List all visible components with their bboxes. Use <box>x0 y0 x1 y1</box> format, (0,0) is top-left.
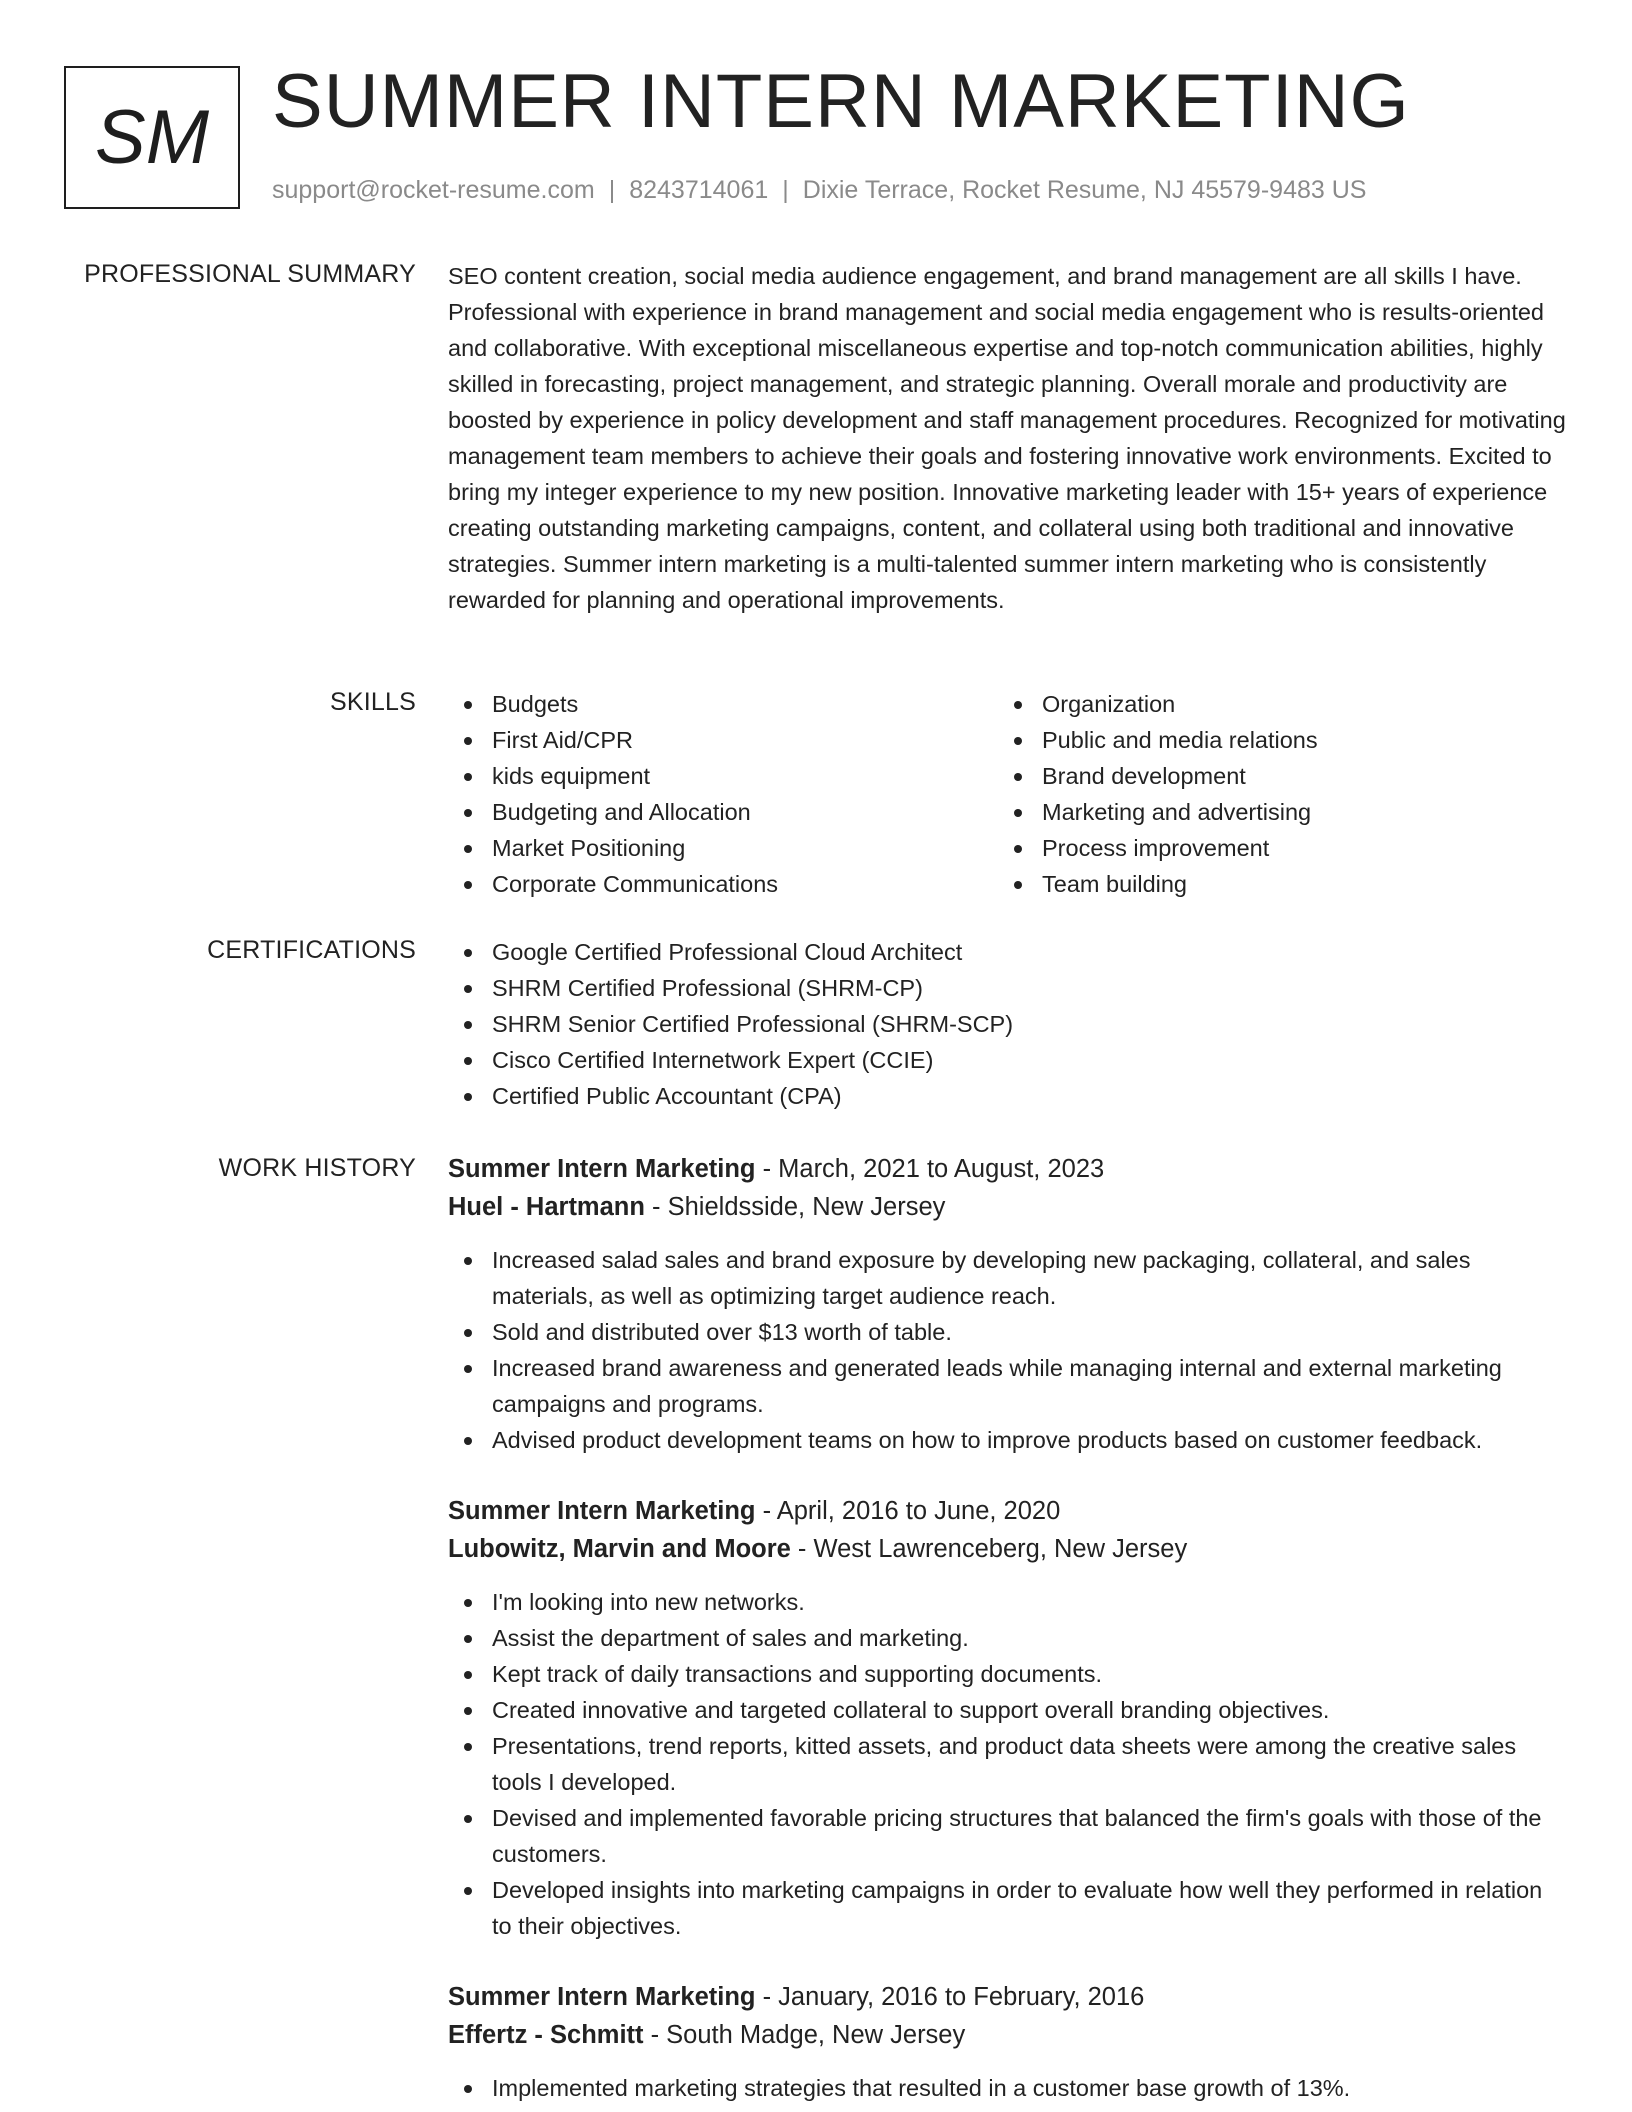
job-company-line <box>448 1188 1568 1226</box>
job-bullet: Presentations, trend reports, kitted assets, and product data sheets were among the creative sales tools I developed. <box>448 1728 1568 1800</box>
section-label-work-history: WORK HISTORY <box>218 1154 416 1182</box>
certification-item: Certified Public Accountant (CPA) <box>448 1078 1568 1114</box>
job-dates: - March, 2021 to August, 2023 <box>755 1155 1105 1183</box>
certification-item: SHRM Certified Professional (SHRM-CP) <box>448 970 1568 1006</box>
job-dates: - January, 2016 to February, 2016 <box>755 1983 1145 2011</box>
job-bullet: Sold and distributed over $13 worth of table. <box>448 1314 1568 1350</box>
job-entry <box>448 1978 1568 2106</box>
summary-text: SEO content creation, social media audience engagement, and brand management are all skills I have. Professional with experience in brand management and social media engagement who is results-oriented and collaborative. With exceptional miscellaneous expertise and top-notch communication abilities, highly skilled in forecasting, project management, and strategic planning. Overall morale and productivity are boosted by experience in policy development and staff management procedures. Recognized for motivating management team members to achieve their goals and fostering innovative work environments. Excited to bring my integer experience to my new position. Innovative marketing leader with 15+ years of experience creating outstanding marketing campaigns, content, and collateral using both traditional and innovative strategies. Summer intern marketing is a multi-talented summer intern marketing who is consistently rewarded for planning and operational improvements. <box>448 263 1566 613</box>
job-title: Summer Intern Marketing <box>448 1155 756 1183</box>
contact-separator: | <box>782 176 789 204</box>
skill-item: Budgets <box>448 686 998 722</box>
job-entry <box>448 1150 1568 1458</box>
contact-email[interactable]: support@rocket-resume.com <box>272 176 595 204</box>
job-bullet: I'm looking into new networks. <box>448 1584 1568 1620</box>
job-title-line <box>448 1492 1568 1530</box>
skills-columns <box>448 686 1568 902</box>
contact-separator: | <box>608 176 616 204</box>
job-bullet: Increased salad sales and brand exposure by developing new packaging, collateral, and sales materials, as well as optimizing target audience reach. <box>448 1242 1568 1314</box>
contact-line <box>272 176 1366 205</box>
skill-item: First Aid/CPR <box>448 722 998 758</box>
certifications-body <box>448 934 1568 1114</box>
skill-item: Process improvement <box>998 830 1548 866</box>
skill-item: Public and media relations <box>998 722 1548 758</box>
skills-list-right <box>998 686 1548 902</box>
section-label-certifications: CERTIFICATIONS <box>207 936 416 964</box>
job-location: - South Madge, New Jersey <box>643 2021 966 2049</box>
job-company-line <box>448 2016 1568 2054</box>
job-bullet: Developed insights into marketing campaigns in order to evaluate how well they performed in relation to their objectives. <box>448 1872 1568 1944</box>
skill-item: kids equipment <box>448 758 998 794</box>
skill-item: Corporate Communications <box>448 866 998 902</box>
certifications-list <box>448 934 1568 1114</box>
skill-item: Budgeting and Allocation <box>448 794 998 830</box>
job-title-line <box>448 1978 1568 2016</box>
contact-address: Dixie Terrace, Rocket Resume, NJ 45579-9483 US <box>802 176 1367 204</box>
job-entry <box>448 1492 1568 1944</box>
skill-item: Team building <box>998 866 1548 902</box>
job-bullets <box>448 1584 1568 1944</box>
skill-item: Marketing and advertising <box>998 794 1548 830</box>
job-bullet: Devised and implemented favorable pricing structures that balanced the firm's goals with those of the customers. <box>448 1800 1568 1872</box>
monogram-logo <box>64 66 240 209</box>
skill-item: Market Positioning <box>448 830 998 866</box>
job-title: Summer Intern Marketing <box>448 1983 756 2011</box>
job-bullets <box>448 2070 1568 2106</box>
contact-phone[interactable]: 8243714061 <box>629 176 769 204</box>
skill-item: Brand development <box>998 758 1548 794</box>
job-company: Effertz - Schmitt <box>448 2021 644 2049</box>
section-label-skills: SKILLS <box>330 688 416 716</box>
resume-name: SUMMER INTERN MARKETING <box>272 59 1410 144</box>
job-location: - West Lawrenceberg, New Jersey <box>790 1535 1188 1563</box>
job-company: Lubowitz, Marvin and Moore <box>448 1535 791 1563</box>
job-bullets <box>448 1242 1568 1458</box>
job-bullet: Created innovative and targeted collateral to support overall branding objectives. <box>448 1692 1568 1728</box>
certification-item: Cisco Certified Internetwork Expert (CCIE) <box>448 1042 1568 1078</box>
skill-item: Organization <box>998 686 1548 722</box>
job-bullet: Assist the department of sales and marketing. <box>448 1620 1568 1656</box>
job-company: Huel - Hartmann <box>448 1193 645 1221</box>
certification-item: Google Certified Professional Cloud Architect <box>448 934 1568 970</box>
skills-list-left <box>448 686 998 902</box>
job-bullet: Implemented marketing strategies that resulted in a customer base growth of 13%. <box>448 2070 1568 2106</box>
job-location: - Shieldsside, New Jersey <box>644 1193 946 1221</box>
job-dates: - April, 2016 to June, 2020 <box>755 1497 1061 1525</box>
job-bullet: Kept track of daily transactions and supporting documents. <box>448 1656 1568 1692</box>
job-title: Summer Intern Marketing <box>448 1497 756 1525</box>
certification-item: SHRM Senior Certified Professional (SHRM-SCP) <box>448 1006 1568 1042</box>
job-title-line <box>448 1150 1568 1188</box>
monogram-initials: SM <box>95 95 209 180</box>
job-bullet: Advised product development teams on how to improve products based on customer feedback. <box>448 1422 1568 1458</box>
job-bullet: Increased brand awareness and generated leads while managing internal and external marketing campaigns and programs. <box>448 1350 1568 1422</box>
job-company-line <box>448 1530 1568 1568</box>
section-label-summary: PROFESSIONAL SUMMARY <box>84 260 416 288</box>
work-history-body <box>448 1150 1568 2106</box>
